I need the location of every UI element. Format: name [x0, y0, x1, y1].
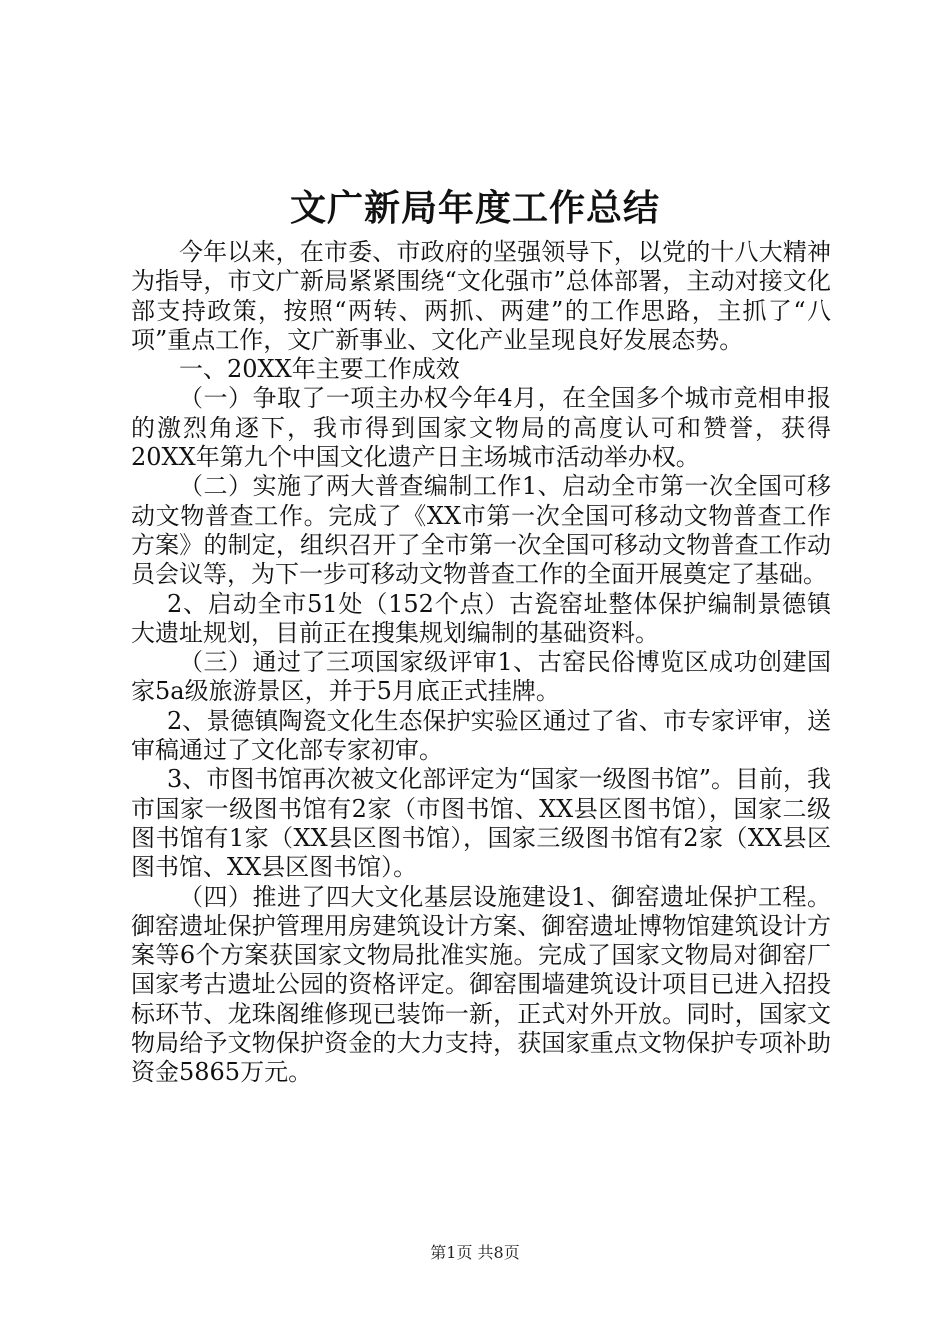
body-paragraph: （三）通过了三项国家级评审1、古窑民俗博览区成功创建国家5a级旅游景区，并于5月底正式挂牌。 — [131, 648, 831, 706]
intro-paragraph: 今年以来，在市委、市政府的坚强领导下，以党的十八大精神为指导，市文广新局紧紧围绕“文化强市”总体部署，主动对接文化部支持政策，按照“两转、两抓、两建”的工作思路，主抓了“八项”重点工作，文广新事业、文化产业呈现良好发展态势。 — [131, 238, 831, 354]
section-heading: 一、20XX年主要工作成效 — [179, 355, 460, 384]
page-footer: 第1页 共8页 — [430, 1243, 520, 1262]
document-title: 文广新局年度工作总结 — [289, 187, 660, 229]
body-paragraph: 2、启动全市51处（152个点）古瓷窑址整体保护编制景德镇大遗址规划，目前正在搜集规划编制的基础资料。 — [131, 589, 831, 647]
body-paragraph: （四）推进了四大文化基层设施建设1、御窑遗址保护工程。御窑遗址保护管理用房建筑设计方案、御窑遗址博物馆建筑设计方案等6个方案获国家文物局批准实施。完成了国家文物局对御窑厂国家考古遗址公园的资格评定。御窑围墙建筑设计项目已进入招投标环节、龙珠阁维修现已装饰一新，正式对外开放。同时，国家文物局给予文物保护资金的大力支持，获国家重点文物保护专项补助资金5865万元。 — [131, 882, 831, 1087]
document-body — [131, 238, 831, 1088]
body-paragraph: （一）争取了一项主办权今年4月，在全国多个城市竞相申报的激烈角逐下，我市得到国家文物局的高度认可和赞誉，获得20XX年第九个中国文化遗产日主场城市活动举办权。 — [131, 384, 831, 472]
body-paragraph: 2、景德镇陶瓷文化生态保护实验区通过了省、市专家评审，送审稿通过了文化部专家初审。 — [131, 706, 831, 765]
body-paragraph: （二）实施了两大普查编制工作1、启动全市第一次全国可移动文物普查工作。完成了《XX市第一次全国可移动文物普查工作方案》的制定，组织召开了全市第一次全国可移动文物普查工作动员会议等，为下一步可移动文物普查工作的全面开展奠定了基础。 — [131, 472, 831, 589]
body-paragraph: 3、市图书馆再次被文化部评定为“国家一级图书馆”。目前，我市国家一级图书馆有2家（市图书馆、XX县区图书馆），国家二级图书馆有1家（XX县区图书馆），国家三级图书馆有2家（XX县区图书馆、XX县区图书馆）。 — [131, 765, 831, 882]
